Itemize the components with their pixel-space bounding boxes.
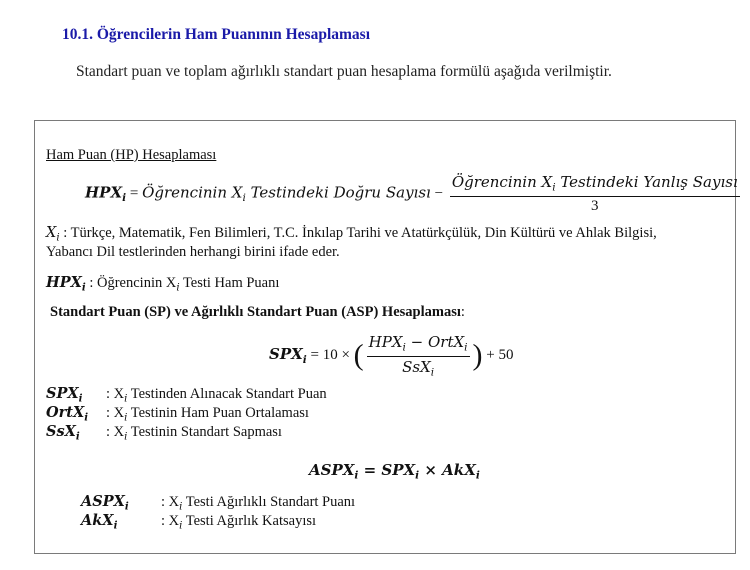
hp-formula: $HPX_i$ = Öğrencinin $X_i$ Testindeki Doğru Sayısı − $\frac{Öğrencinin X_i Testindeki Yanlış Sayısı}{3}$ bbox=[85, 173, 738, 214]
intro-paragraph: Standart puan ve toplam ağırlıklı standart puan hesaplama formülü aşağıda verilmiştir. bbox=[76, 63, 612, 80]
sp-title: Standart Puan (SP) ve Ağırlıklı Standart Puan (ASP) Hesaplaması: bbox=[50, 304, 465, 320]
sp-fraction: $\frac{HPX_i - OrtX_i}{SsX_i}$ bbox=[368, 333, 468, 379]
definition-spx: $SPX_i$ : $X_i$ Testinden Alınacak Standart Puan bbox=[46, 385, 327, 405]
formula-box bbox=[34, 120, 736, 554]
definition-ortx: OrtX$_i$ : $X_i$ Testinin Ham Puan Ortalaması bbox=[46, 404, 309, 424]
hp-fraction: $\frac{Öğrencinin X_i Testindeki Yanlış Sayısı}{3}$ bbox=[451, 173, 738, 214]
section-heading: 10.1. Öğrencilerin Ham Puanının Hesaplaması bbox=[62, 26, 371, 43]
definition-aspx: $ASPX_i$ : $X_i$ Testi Ağırlıklı Standart Puanı bbox=[81, 493, 356, 513]
asp-formula: $ASPX_i = SPX_i \times AkX_i$ bbox=[309, 461, 480, 482]
sp-formula: $SPX_i = 10$ × ( $\frac{HPX_i - OrtX_i}{SsX_i}$ ) + 50 bbox=[269, 333, 514, 379]
hp-title: Ham Puan (HP) Hesaplaması bbox=[46, 147, 217, 163]
definition-ssx: SsX$_i$ : $X_i$ Testinin Standart Sapması bbox=[46, 423, 282, 443]
xi-definition: $X_i$ : Türkçe, Matematik, Fen Bilimleri, T.C. İnkılap Tarihi ve Atatürkçülük, Din Kültürü ve Ahlak Bilgisi, bbox=[46, 225, 657, 244]
definition-akx: AkX$_i$ : $X_i$ Testi Ağırlık Katsayısı bbox=[81, 512, 317, 532]
xi-definition-line2: Yabancı Dil testlerinden herhangi birini ifade eder. bbox=[46, 244, 340, 260]
hpx-definition: $HPX_i$ : Öğrencinin $X_i$ Testi Ham Puanı bbox=[46, 274, 280, 294]
